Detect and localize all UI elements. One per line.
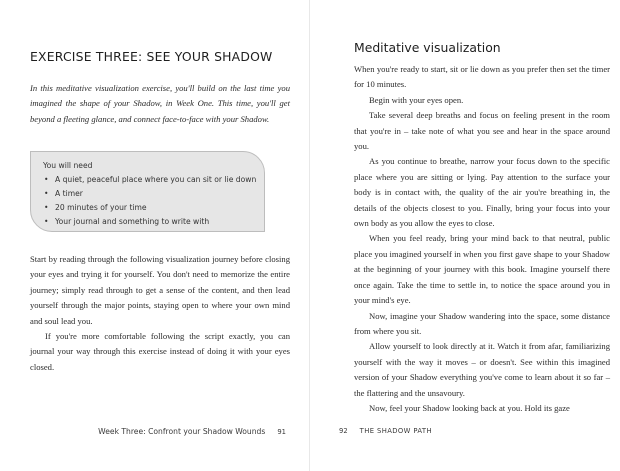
body-paragraph: Now, feel your Shadow looking back at you. Hold its gaze <box>369 402 570 413</box>
exercise-title: EXERCISE THREE: SEE YOUR SHADOW <box>30 49 273 64</box>
needs-list-item <box>43 173 256 187</box>
body-paragraph: Now, imagine your Shadow wandering into the space, some distance from where you sit. <box>354 310 610 336</box>
you-will-need-title: You will need <box>43 161 93 170</box>
body-paragraph: If you're more comfortable following the script exactly, you can journal your way through this exercise instead of doing it with your eyes closed. <box>30 331 290 372</box>
page-number: 92 <box>339 427 348 435</box>
bullet-icon: • <box>44 188 49 198</box>
needs-list <box>43 173 256 229</box>
body-paragraph: Allow yourself to look directly at it. Watch it from afar, familiarizing yourself with the way it moves – or doesn't. See within this imagined version of your Shadow everything you've come to learn about it so far – the flattering and the unsavoury. <box>354 341 610 398</box>
needs-item-text: A quiet, peaceful place where you can sit or lie down <box>55 174 257 184</box>
right-page <box>310 0 620 471</box>
bullet-icon: • <box>44 202 49 212</box>
needs-list-item <box>43 187 256 201</box>
body-paragraph: Begin with your eyes open. <box>369 94 464 105</box>
body-paragraph: Start by reading through the following visualization journey before closing your eyes and trying it for yourself. You don't need to memorize the entire journey; simply read through to get a sense of the content, and then lead yourself through the major points, staying open to where your own mind and soul lead you. <box>30 254 290 326</box>
body-paragraph: Take several deep breaths and focus on feeling present in the room that you're in – take note of what you see and hear in the space around you. <box>354 110 610 152</box>
body-paragraph: As you continue to breathe, narrow your focus down to the specific place where you are sitting or lying. Pay attention to the surface your body is in contact with, the quality of the air you're breathing in, the details of the objects closest to you. Finally, bring your focus into your own body as you allow the eyes to close. <box>354 156 610 229</box>
running-head: THE SHADOW PATH <box>359 427 432 435</box>
needs-item-text: A timer <box>55 188 83 198</box>
exercise-intro: In this meditative visualization exercise, you'll build on the last time you imagined the shape of your Shadow, in Week One. This time, you'll get beyond a fleeting glance, and connect face-to-face with your Shadow. <box>30 83 290 124</box>
running-head: Week Three: Confront your Shadow Wounds <box>98 427 266 436</box>
needs-item-text: 20 minutes of your time <box>55 202 147 212</box>
page-number: 91 <box>277 428 286 436</box>
left-page-footer <box>98 427 286 436</box>
right-page-footer <box>339 427 432 435</box>
body-paragraph: When you feel ready, bring your mind back to that neutral, public place you imagined yourself in when you first gave shape to your Shadow at the beginning of your journey with this book. Imagine yourself there once again. Take the time to settle in, to notice the space around you in your mind's eye. <box>354 233 610 306</box>
bullet-icon: • <box>44 216 49 226</box>
bullet-icon: • <box>44 174 49 184</box>
needs-item-text: Your journal and something to write with <box>55 216 210 226</box>
needs-list-item <box>43 215 256 229</box>
you-will-need-box <box>30 151 265 232</box>
needs-list-item <box>43 201 256 215</box>
section-title: Meditative visualization <box>354 40 501 55</box>
body-paragraph: When you're ready to start, sit or lie down as you prefer then set the timer for 10 minutes. <box>354 64 610 90</box>
left-body <box>30 252 290 375</box>
right-body <box>354 62 610 416</box>
